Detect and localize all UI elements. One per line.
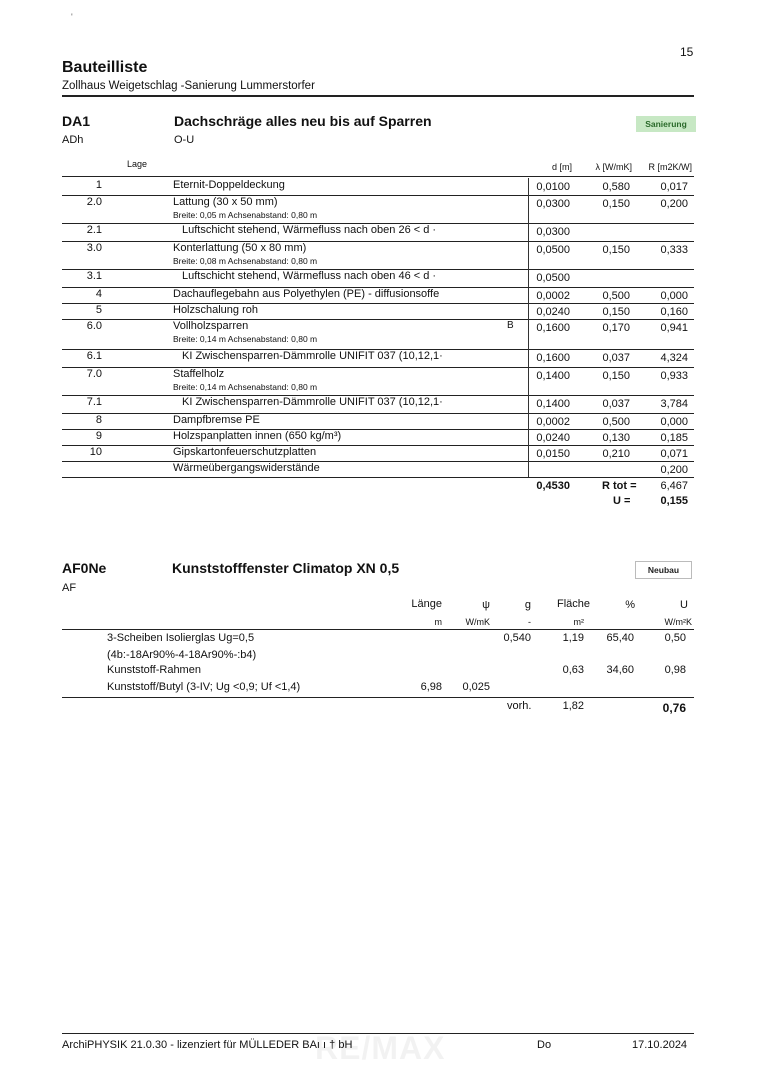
d-cell: 0,1400 <box>536 370 570 382</box>
header-lambda: λ [W/mK] <box>595 162 632 172</box>
lage-cell: 6.1 <box>86 350 102 362</box>
d-cell: 0,0100 <box>536 181 570 193</box>
layer-name: Gipskartonfeuerschutzplatten <box>173 446 317 458</box>
lage-cell: 9 <box>95 430 102 442</box>
d-cell: 0,0150 <box>536 448 570 460</box>
r-cell: 0,941 <box>660 322 688 334</box>
footer-date: 17.10.2024 <box>632 1039 688 1051</box>
page-subtitle: Zollhaus Weigetschlag -Sanierung Lummerstorfer <box>62 80 315 92</box>
lambda-cell: 0,150 <box>602 198 630 210</box>
lage-cell: 3.0 <box>86 242 102 254</box>
lambda-cell: 0,037 <box>602 398 630 410</box>
af-header-rule <box>62 629 694 630</box>
af-title: Kunststofffenster Climatop XN 0,5 <box>172 560 400 576</box>
lage-cell: 1 <box>95 179 102 191</box>
layer-row <box>62 413 694 429</box>
layer-name: Dachauflegebahn aus Polyethylen (PE) - diffusionsoffe <box>173 288 440 300</box>
r-cell: 3,784 <box>660 398 688 410</box>
af-total-u: 0,76 <box>662 701 686 715</box>
lambda-cell: 0,130 <box>602 432 630 444</box>
af-header-pct: % <box>625 599 635 611</box>
af-flaeche: 0,63 <box>562 664 584 676</box>
layer-row <box>62 241 694 269</box>
lambda-cell: 0,210 <box>602 448 630 460</box>
rtot-label: R tot = <box>602 480 637 492</box>
layer-name: Holzspanplatten innen (650 kg/m³) <box>173 430 342 442</box>
lage-cell: 6.0 <box>86 320 102 332</box>
af-unit-psi: W/mK <box>465 617 490 627</box>
header-divider <box>62 95 694 97</box>
d-cell: 0,0300 <box>536 198 570 210</box>
layer-row <box>62 367 694 395</box>
u-value: 0,155 <box>660 495 688 507</box>
af-unit-u: W/m²K <box>664 617 692 627</box>
sanierung-badge: Sanierung <box>636 116 696 132</box>
layer-row <box>62 319 694 349</box>
lambda-cell: 0,500 <box>602 290 630 302</box>
af-name: (4b:-18Ar90%-4-18Ar90%-:b4) <box>107 649 257 661</box>
footer-software: ArchiPHYSIK 21.0.30 - lizenziert für MÜLLEDER BAı ı † bH <box>62 1039 353 1051</box>
d-cell: 0,0240 <box>536 432 570 444</box>
layer-name: Eternit-Doppeldeckung <box>173 179 285 191</box>
af-u: 0,50 <box>664 632 686 644</box>
af-row <box>62 681 694 697</box>
rtot-value: 6,467 <box>660 480 688 492</box>
d-cell: 0,0500 <box>536 272 570 284</box>
layer-row <box>62 178 694 195</box>
af-pct: 65,40 <box>606 632 634 644</box>
layer-name: KI Zwischensparren-Dämmrolle UNIFIT 037 (10,12,1· <box>182 350 443 362</box>
af-unit-laenge: m <box>434 617 442 627</box>
layer-row <box>62 269 694 287</box>
r-cell: 0,160 <box>660 306 688 318</box>
af-unit-g: - <box>528 617 531 627</box>
af-row <box>62 632 694 648</box>
lage-cell: 7.0 <box>86 368 102 380</box>
column-divider <box>528 178 529 477</box>
lambda-cell: 0,150 <box>602 370 630 382</box>
af-header-g: g <box>524 599 531 611</box>
layer-row <box>62 429 694 445</box>
r-cell: 0,000 <box>660 416 688 428</box>
d-cell: 0,1600 <box>536 352 570 364</box>
u-label: U = <box>613 495 631 507</box>
r-cell: 0,071 <box>660 448 688 460</box>
layer-name: Holzschalung roh <box>173 304 258 316</box>
da1-total-rule <box>62 477 694 478</box>
da1-header-rule <box>62 176 694 177</box>
af-name: Kunststoff/Butyl (3-IV; Ug <0,9; Uf <1,4) <box>107 681 301 693</box>
lage-cell: 4 <box>95 288 102 300</box>
lage-cell: 8 <box>95 414 102 426</box>
af-header-u: U <box>680 599 688 611</box>
r-cell: 4,324 <box>660 352 688 364</box>
layer-mark: B <box>507 320 514 331</box>
neubau-badge: Neubau <box>635 561 692 579</box>
lambda-cell: 0,150 <box>602 306 630 318</box>
layer-name: Konterlattung (50 x 80 mm) <box>173 242 307 254</box>
r-cell: 0,000 <box>660 290 688 302</box>
d-cell: 0,0300 <box>536 226 570 238</box>
layer-name: Lattung (30 x 50 mm) <box>173 196 278 208</box>
lage-cell: 10 <box>89 446 102 458</box>
af-header-laenge: Länge <box>411 598 442 610</box>
r-cell: 0,333 <box>660 244 688 256</box>
layer-row <box>62 461 694 477</box>
header-r: R [m2K/W] <box>648 162 692 172</box>
lambda-cell: 0,500 <box>602 416 630 428</box>
da1-total-d: 0,4530 <box>536 480 570 492</box>
layer-detail: Breite: 0,08 m Achsenabstand: 0,80 m <box>173 256 318 266</box>
da1-subcode: ADh <box>62 134 84 146</box>
header-d: d [m] <box>551 162 572 172</box>
lambda-cell: 0,580 <box>602 181 630 193</box>
layer-name: Dampfbremse PE <box>173 414 260 426</box>
layer-row <box>62 395 694 413</box>
page-title: Bauteilliste <box>62 59 148 76</box>
watermark: RE/MAX <box>315 1030 446 1066</box>
header-lage: Lage <box>127 159 148 169</box>
d-cell: 0,0002 <box>536 416 570 428</box>
layer-row <box>62 195 694 223</box>
da1-type: O-U <box>174 134 195 146</box>
d-cell: 0,1600 <box>536 322 570 334</box>
lage-cell: 2.0 <box>86 196 102 208</box>
r-cell: 0,017 <box>660 181 688 193</box>
page-number: 15 <box>680 45 694 59</box>
lambda-cell: 0,150 <box>602 244 630 256</box>
layer-row <box>62 303 694 319</box>
lambda-cell: 0,037 <box>602 352 630 364</box>
af-laenge: 6,98 <box>420 681 442 693</box>
af-flaeche: 1,19 <box>562 632 584 644</box>
d-cell: 0,0002 <box>536 290 570 302</box>
af-name: 3-Scheiben Isolierglas Ug=0,5 <box>107 632 255 644</box>
layer-row <box>62 287 694 303</box>
lage-cell: 7.1 <box>86 396 102 408</box>
af-row <box>62 649 694 665</box>
layer-detail: Breite: 0,05 m Achsenabstand: 0,80 m <box>173 210 318 220</box>
lage-cell: 5 <box>95 304 102 316</box>
r-cell: 0,200 <box>660 198 688 210</box>
layer-row <box>62 445 694 461</box>
scan-mark: ' <box>71 12 73 22</box>
af-psi: 0,025 <box>462 681 490 693</box>
af-total-rule <box>62 697 694 698</box>
af-unit-flaeche: m² <box>573 617 584 627</box>
d-cell: 0,1400 <box>536 398 570 410</box>
da1-title: Dachschräge alles neu bis auf Sparren <box>174 113 432 129</box>
lambda-cell: 0,170 <box>602 322 630 334</box>
af-g: 0,540 <box>503 632 531 644</box>
lage-cell: 3.1 <box>86 270 102 282</box>
footer-day: Do <box>537 1039 552 1051</box>
d-cell: 0,0240 <box>536 306 570 318</box>
af-total-flaeche: 1,82 <box>562 700 584 712</box>
layer-name: Vollholzsparren <box>173 320 249 332</box>
layer-row <box>62 349 694 367</box>
af-u: 0,98 <box>664 664 686 676</box>
layer-detail: Breite: 0,14 m Achsenabstand: 0,80 m <box>173 382 318 392</box>
layer-name: Luftschicht stehend, Wärmefluss nach oben 26 < d · <box>182 224 437 236</box>
layer-row <box>62 223 694 241</box>
af-row <box>62 664 694 680</box>
af-subcode: AF <box>62 582 77 594</box>
af-header-psi: ψ <box>482 599 490 611</box>
layer-name: Wärmeübergangswiderstände <box>173 462 320 474</box>
layer-name: Luftschicht stehend, Wärmefluss nach oben 46 < d · <box>182 270 437 282</box>
d-cell: 0,0500 <box>536 244 570 256</box>
layer-name: Staffelholz <box>173 368 225 380</box>
af-pct: 34,60 <box>606 664 634 676</box>
r-cell: 0,933 <box>660 370 688 382</box>
r-cell: 0,185 <box>660 432 688 444</box>
af-name: Kunststoff-Rahmen <box>107 664 201 676</box>
da1-code: DA1 <box>62 113 91 129</box>
r-cell: 0,200 <box>660 464 688 476</box>
layer-name: KI Zwischensparren-Dämmrolle UNIFIT 037 (10,12,1· <box>182 396 443 408</box>
af-header-flaeche: Fläche <box>556 598 590 610</box>
lage-cell: 2.1 <box>86 224 102 236</box>
af-code: AF0Ne <box>62 560 107 576</box>
layer-detail: Breite: 0,14 m Achsenabstand: 0,80 m <box>173 334 318 344</box>
af-total-label: vorh. <box>507 700 532 712</box>
